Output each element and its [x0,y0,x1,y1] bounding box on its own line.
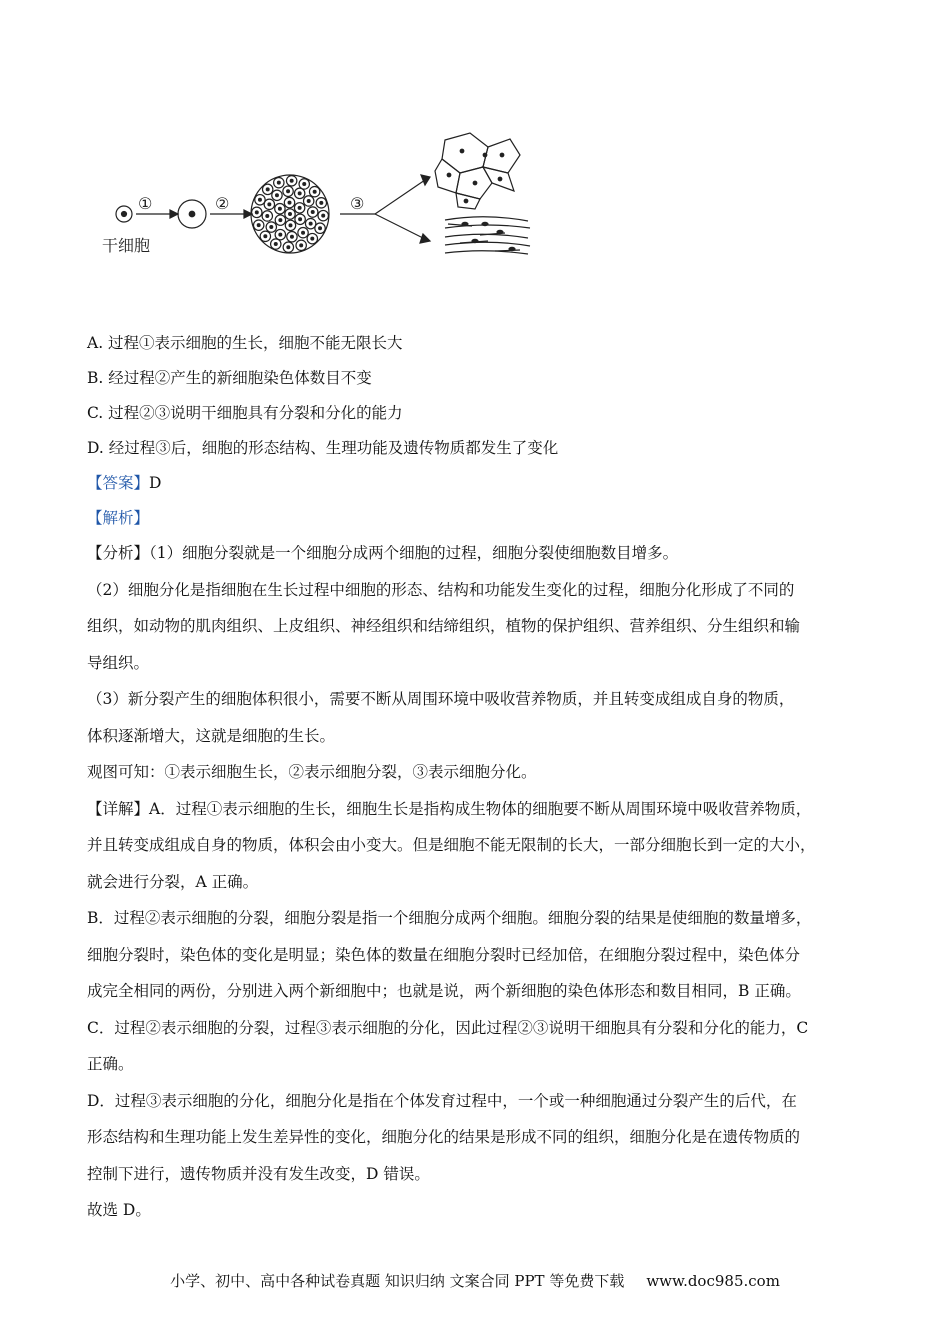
xiangjie-tag: 【详解】 [87,799,150,818]
xiangjie-b-l2: 细胞分裂时，染色体的变化是明显；染色体的数量在细胞分裂时已经加倍，在细胞分裂过程中，染色体分 [87,945,801,964]
cluster-cell-nucleus [266,215,269,218]
cluster-cell-nucleus [266,188,269,191]
cluster-cell-nucleus [299,218,302,221]
step-2-label: ② [215,194,230,213]
xiangjie-c-l1: C．过程②表示细胞的分裂，过程③表示细胞的分化，因此过程②③说明干细胞具有分裂和分化的能力，C [87,1018,809,1037]
footer-text: 小学、初中、高中各种试卷真题 知识归纳 文案合同 PPT 等免费下载 [170,1272,625,1290]
cluster-cell-nucleus [298,192,301,195]
epithelial-cell-group [435,133,520,209]
answer-value: D [149,474,162,492]
fenxi-p3-l2: 体积逐渐增大，这就是细胞的生长。 [87,726,336,745]
xiangjie-d-l3: 控制下进行，遗传物质并没有发生改变，D 错误。 [87,1164,430,1183]
fenxi-p3-l1: （3）新分裂产生的细胞体积很小，需要不断从周围环境中吸收营养物质，并且转变成组成自身的物质， [87,690,795,708]
xiangjie-d-l2: 形态结构和生理功能上发生差异性的变化，细胞分化的结果是形成不同的组织，细胞分化是在遗传物质的 [87,1128,801,1146]
analysis-tag: 【解析】 [87,509,150,527]
fenxi-p2-l2: 组织，如动物的肌肉组织、上皮组织、神经组织和结缔组织，植物的保护组织、营养组织、分生组织和输 [87,617,801,635]
step-1-label: ① [138,194,153,213]
cluster-cell-nucleus [309,222,312,225]
cluster-cell-nucleus [264,235,267,238]
xiangjie-a-l1-text: A．过程①表示细胞的生长，细胞生长是指构成生物体的细胞要不断从周围环境中吸收营养物质， [149,799,812,818]
cluster-cell-nucleus [257,224,260,227]
dividing-cell-cluster [251,175,329,253]
cluster-cell-nucleus [300,244,303,247]
xiangjie-b-l3: 成完全相同的两份，分别进入两个新细胞中；也就是说，两个新细胞的染色体形态和数目相同，B 正确。 [87,982,801,1000]
stem-cell-small [116,206,132,222]
cluster-cell-nucleus [322,214,325,217]
xiangjie-a-l2: 并且转变成组成自身的物质，体积会由小变大。但是细胞不能无限制的长大，一部分细胞长到一定的大小， [87,836,816,854]
fenxi-p1-text: （1）细胞分裂就是一个细胞分成两个细胞的过程，细胞分裂使细胞数目增多。 [149,544,679,562]
cluster-cell-nucleus [313,190,316,193]
answer-tag: 【答案】 [87,474,150,492]
cluster-cell-nucleus [279,233,282,236]
cluster-cell-nucleus [289,224,292,227]
cluster-cell-nucleus [302,231,305,234]
cluster-cell-nucleus [320,201,323,204]
question-content [87,333,873,1237]
footer-url[interactable]: www.doc985.com [646,1272,780,1290]
cluster-cell-nucleus [268,203,271,206]
fenxi-p1 [87,543,873,580]
cluster-cell-nucleus [270,226,273,229]
answer-line [87,473,873,508]
cluster-cell-nucleus [274,243,277,246]
muscle-cell-group [445,217,530,254]
xiangjie-d-l1: D．过程③表示细胞的分化，细胞分化是指在个体发育过程中，一个或一种细胞通过分裂产生的后代，在 [87,1091,797,1110]
page-footer [0,1270,950,1291]
stem-cell-grown [178,200,206,228]
fenxi-p2-l3: 导组织。 [87,653,150,672]
cluster-cell-nucleus [307,200,310,203]
xiangjie-c-l2: 正确。 [87,1055,134,1073]
cluster-cell-nucleus [287,246,290,249]
cluster-cell-nucleus [311,211,314,214]
cluster-cell-nucleus [319,227,322,230]
fenxi-p4: 观图可知：①表示细胞生长，②表示细胞分裂，③表示细胞分化。 [87,763,537,781]
fenxi-p2-l1: （2）细胞分化是指细胞在生长过程中细胞的形态、结构和功能发生变化的过程，细胞分化形成了不同的 [87,580,795,599]
cluster-cell-nucleus [287,190,290,193]
cluster-cell-nucleus [311,237,314,240]
xiangjie-b-l1: B．过程②表示细胞的分裂，细胞分裂是指一个细胞分成两个细胞。细胞分裂的结果是使细胞的数量增多， [87,909,812,927]
option-d: D. 经过程③后，细胞的形态结构、生理功能及遗传物质都发生了变化 [87,439,559,457]
cluster-cell-nucleus [303,183,306,186]
cell-process-diagram [100,125,540,275]
cluster-cell-nucleus [290,179,293,182]
analysis-heading [87,508,873,543]
stem-cell-label: 干细胞 [102,236,151,255]
step-3-label: ③ [350,194,365,213]
cluster-cell-nucleus [277,181,280,184]
cluster-cell-nucleus [288,201,291,204]
cluster-cell-nucleus [279,219,282,222]
cluster-cell-nucleus [289,213,292,216]
cluster-cell-nucleus [278,207,281,210]
option-c: C. 过程②③说明干细胞具有分裂和分化的能力 [87,404,403,422]
fenxi-tag: 【分析】 [87,544,150,562]
option-b: B. 经过程②产生的新细胞染色体数目不变 [87,369,372,387]
cell-process-figure [100,125,540,275]
conclusion: 故选 D。 [87,1201,151,1219]
cluster-cell-nucleus [298,206,301,209]
cluster-cell-nucleus [291,235,294,238]
option-a: A. 过程①表示细胞的生长，细胞不能无限长大 [87,334,403,352]
cluster-cell-nucleus [259,198,262,201]
cluster-cell-nucleus [276,194,279,197]
cluster-cell-nucleus [255,211,258,214]
xiangjie-a-l1 [87,799,873,836]
xiangjie-a-l3: 就会进行分裂，A 正确。 [87,872,259,891]
